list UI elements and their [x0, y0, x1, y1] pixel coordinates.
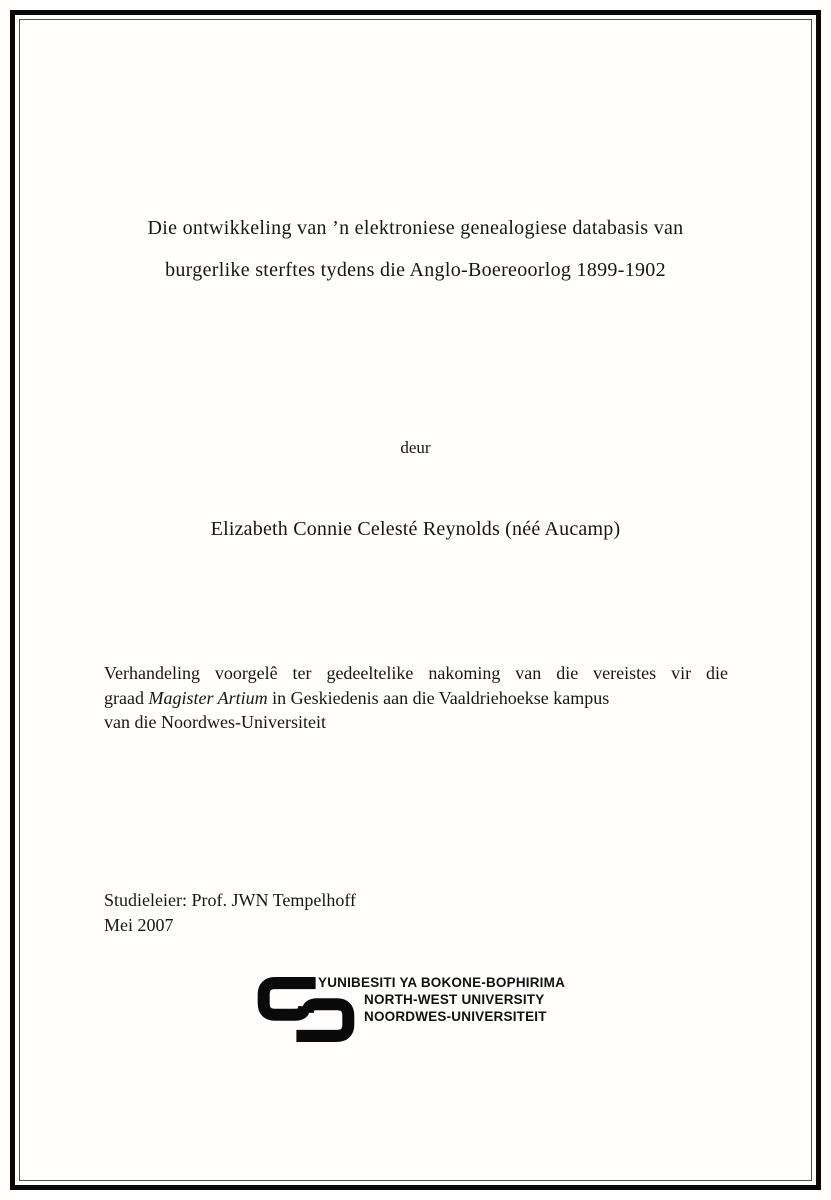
date-line: Mei 2007 [104, 915, 174, 935]
author-name: Elizabeth Connie Celesté Reynolds (néé Aucamp) [210, 518, 621, 540]
degree-statement-line2 [104, 686, 728, 711]
university-wordmark [318, 974, 565, 1025]
byline-deur: deur [400, 438, 431, 457]
supervisor-date-block [104, 888, 356, 938]
degree-statement-line3: van die Noordwes-Universiteit [104, 712, 326, 732]
degree-statement-line2-post: in Geskiedenis aan die Vaaldriehoekse kampus [267, 687, 610, 708]
supervisor-line: Studieleier: Prof. JWN Tempelhoff [104, 890, 357, 910]
thesis-title-line2: burgerlike sterftes tydens die Anglo-Boereoorlog 1899-1902 [165, 259, 666, 281]
university-name-setswana: YUNIBESITI YA BOKONE-BOPHIRIMA [318, 975, 566, 990]
degree-statement [104, 661, 728, 735]
degree-statement-line2-pre: graad [104, 687, 149, 708]
degree-statement-line1: Verhandeling voorgelê ter gedeeltelike nakoming van die vereistes vir die [104, 663, 728, 683]
thesis-title-line1: Die ontwikkeling van ’n elektroniese genealogiese databasis van [147, 217, 684, 239]
thesis-title [60, 207, 771, 291]
degree-name-italic: Magister Artium [148, 687, 268, 708]
university-name-english: NORTH-WEST UNIVERSITY [364, 992, 545, 1007]
university-name-afrikaans: NOORDWES-UNIVERSITEIT [364, 1009, 547, 1024]
